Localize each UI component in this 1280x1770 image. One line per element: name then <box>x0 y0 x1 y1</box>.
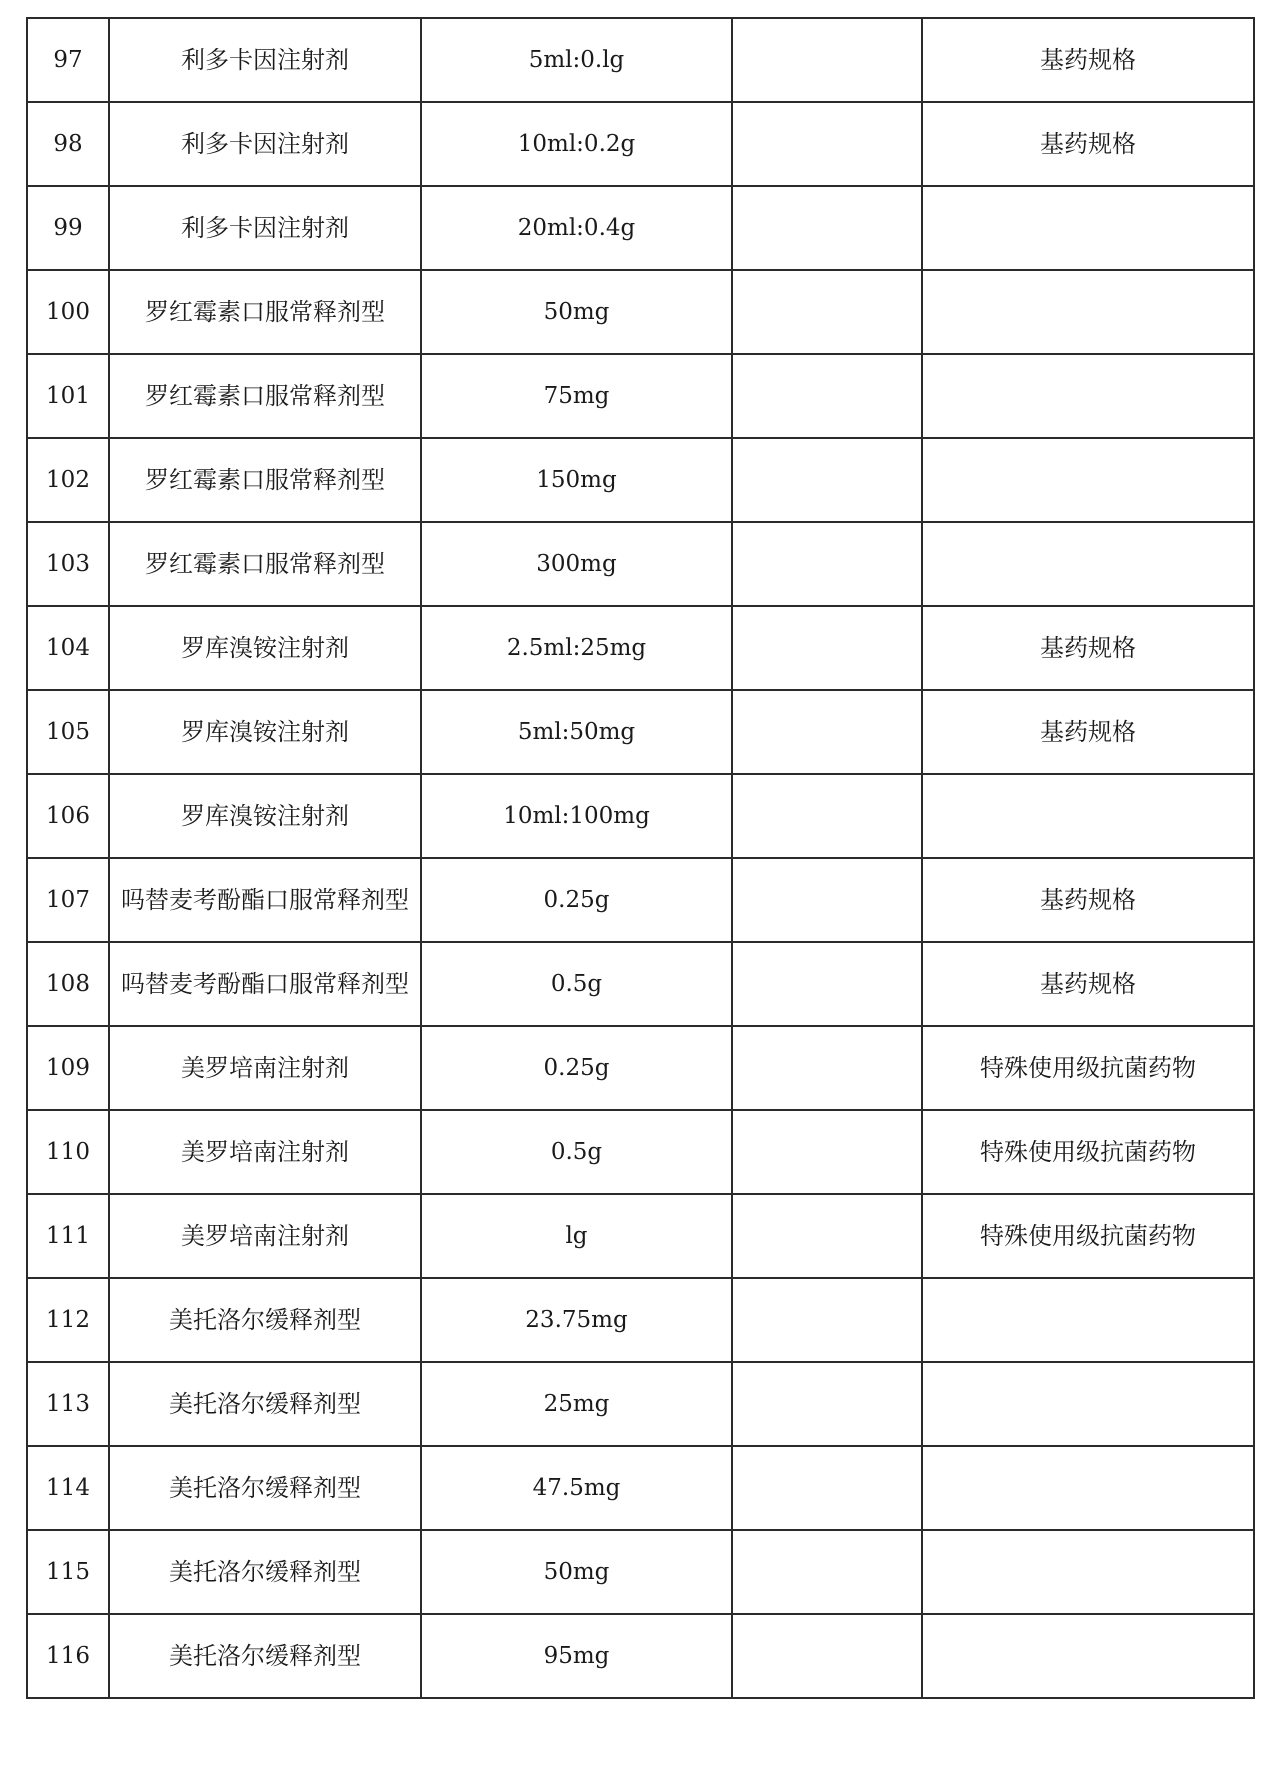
note-cell: 基药规格 <box>922 102 1254 186</box>
table-row <box>27 186 1254 270</box>
table-row <box>27 102 1254 186</box>
row-number-cell: 104 <box>27 606 109 690</box>
drug-name-cell: 美托洛尔缓释剂型 <box>109 1614 421 1698</box>
drug-name-cell: 罗库溴铵注射剂 <box>109 774 421 858</box>
table-row <box>27 942 1254 1026</box>
drug-name-cell: 利多卡因注射剂 <box>109 102 421 186</box>
blank-cell <box>732 1194 922 1278</box>
drug-name-cell: 罗红霉素口服常释剂型 <box>109 270 421 354</box>
note-cell <box>922 1614 1254 1698</box>
blank-cell <box>732 1362 922 1446</box>
note-cell: 特殊使用级抗菌药物 <box>922 1194 1254 1278</box>
drug-name-cell: 美托洛尔缓释剂型 <box>109 1446 421 1530</box>
drug-name-cell: 利多卡因注射剂 <box>109 18 421 102</box>
row-number-cell: 102 <box>27 438 109 522</box>
table-row <box>27 438 1254 522</box>
drug-name-cell: 罗红霉素口服常释剂型 <box>109 522 421 606</box>
row-number-cell: 105 <box>27 690 109 774</box>
row-number-cell: 109 <box>27 1026 109 1110</box>
table-row <box>27 354 1254 438</box>
drug-name-cell: 罗红霉素口服常释剂型 <box>109 438 421 522</box>
note-cell: 特殊使用级抗菌药物 <box>922 1110 1254 1194</box>
drug-name-cell: 吗替麦考酚酯口服常释剂型 <box>109 942 421 1026</box>
specification-cell: 75mg <box>421 354 732 438</box>
blank-cell <box>732 522 922 606</box>
drug-name-cell: 罗红霉素口服常释剂型 <box>109 354 421 438</box>
row-number-cell: 112 <box>27 1278 109 1362</box>
specification-cell: 300mg <box>421 522 732 606</box>
note-cell <box>922 186 1254 270</box>
note-cell <box>922 522 1254 606</box>
row-number-cell: 111 <box>27 1194 109 1278</box>
blank-cell <box>732 354 922 438</box>
note-cell <box>922 438 1254 522</box>
specification-cell: 50mg <box>421 1530 732 1614</box>
blank-cell <box>732 186 922 270</box>
note-cell <box>922 354 1254 438</box>
row-number-cell: 103 <box>27 522 109 606</box>
row-number-cell: 106 <box>27 774 109 858</box>
row-number-cell: 100 <box>27 270 109 354</box>
drug-name-cell: 美托洛尔缓释剂型 <box>109 1278 421 1362</box>
table-row <box>27 1446 1254 1530</box>
note-cell: 特殊使用级抗菌药物 <box>922 1026 1254 1110</box>
blank-cell <box>732 1278 922 1362</box>
table-row <box>27 606 1254 690</box>
specification-cell: lg <box>421 1194 732 1278</box>
blank-cell <box>732 1530 922 1614</box>
table-row <box>27 690 1254 774</box>
specification-cell: 5ml:50mg <box>421 690 732 774</box>
specification-cell: 0.25g <box>421 1026 732 1110</box>
row-number-cell: 99 <box>27 186 109 270</box>
blank-cell <box>732 942 922 1026</box>
blank-cell <box>732 270 922 354</box>
row-number-cell: 115 <box>27 1530 109 1614</box>
row-number-cell: 98 <box>27 102 109 186</box>
drug-name-cell: 美托洛尔缓释剂型 <box>109 1362 421 1446</box>
blank-cell <box>732 1110 922 1194</box>
specification-cell: 47.5mg <box>421 1446 732 1530</box>
note-cell <box>922 1362 1254 1446</box>
row-number-cell: 108 <box>27 942 109 1026</box>
table-row <box>27 1614 1254 1698</box>
specification-cell: 95mg <box>421 1614 732 1698</box>
blank-cell <box>732 438 922 522</box>
row-number-cell: 113 <box>27 1362 109 1446</box>
table-body <box>27 18 1254 1698</box>
specification-cell: 2.5ml:25mg <box>421 606 732 690</box>
table-row <box>27 1362 1254 1446</box>
note-cell: 基药规格 <box>922 606 1254 690</box>
blank-cell <box>732 1026 922 1110</box>
note-cell <box>922 1530 1254 1614</box>
note-cell: 基药规格 <box>922 18 1254 102</box>
note-cell <box>922 774 1254 858</box>
specification-cell: 5ml:0.lg <box>421 18 732 102</box>
specification-cell: 10ml:100mg <box>421 774 732 858</box>
blank-cell <box>732 1614 922 1698</box>
table-row <box>27 1026 1254 1110</box>
specification-cell: 150mg <box>421 438 732 522</box>
specification-cell: 20ml:0.4g <box>421 186 732 270</box>
row-number-cell: 114 <box>27 1446 109 1530</box>
specification-cell: 0.5g <box>421 1110 732 1194</box>
drug-name-cell: 利多卡因注射剂 <box>109 186 421 270</box>
blank-cell <box>732 690 922 774</box>
table-row <box>27 522 1254 606</box>
row-number-cell: 101 <box>27 354 109 438</box>
specification-cell: 23.75mg <box>421 1278 732 1362</box>
blank-cell <box>732 858 922 942</box>
note-cell <box>922 270 1254 354</box>
note-cell: 基药规格 <box>922 942 1254 1026</box>
table-row <box>27 1110 1254 1194</box>
table-row <box>27 774 1254 858</box>
table-row <box>27 1530 1254 1614</box>
blank-cell <box>732 102 922 186</box>
specification-cell: 0.25g <box>421 858 732 942</box>
specification-cell: 10ml:0.2g <box>421 102 732 186</box>
drug-name-cell: 美罗培南注射剂 <box>109 1194 421 1278</box>
drug-name-cell: 美托洛尔缓释剂型 <box>109 1530 421 1614</box>
drug-name-cell: 罗库溴铵注射剂 <box>109 690 421 774</box>
note-cell: 基药规格 <box>922 858 1254 942</box>
table-row <box>27 1194 1254 1278</box>
note-cell: 基药规格 <box>922 690 1254 774</box>
specification-cell: 0.5g <box>421 942 732 1026</box>
drug-name-cell: 罗库溴铵注射剂 <box>109 606 421 690</box>
row-number-cell: 97 <box>27 18 109 102</box>
drug-name-cell: 吗替麦考酚酯口服常释剂型 <box>109 858 421 942</box>
row-number-cell: 107 <box>27 858 109 942</box>
row-number-cell: 116 <box>27 1614 109 1698</box>
drug-name-cell: 美罗培南注射剂 <box>109 1026 421 1110</box>
table-row <box>27 18 1254 102</box>
drug-list-table <box>26 17 1255 1699</box>
blank-cell <box>732 18 922 102</box>
note-cell <box>922 1278 1254 1362</box>
specification-cell: 25mg <box>421 1362 732 1446</box>
blank-cell <box>732 606 922 690</box>
row-number-cell: 110 <box>27 1110 109 1194</box>
table-row <box>27 1278 1254 1362</box>
drug-name-cell: 美罗培南注射剂 <box>109 1110 421 1194</box>
blank-cell <box>732 1446 922 1530</box>
specification-cell: 50mg <box>421 270 732 354</box>
table-row <box>27 858 1254 942</box>
blank-cell <box>732 774 922 858</box>
note-cell <box>922 1446 1254 1530</box>
table-row <box>27 270 1254 354</box>
